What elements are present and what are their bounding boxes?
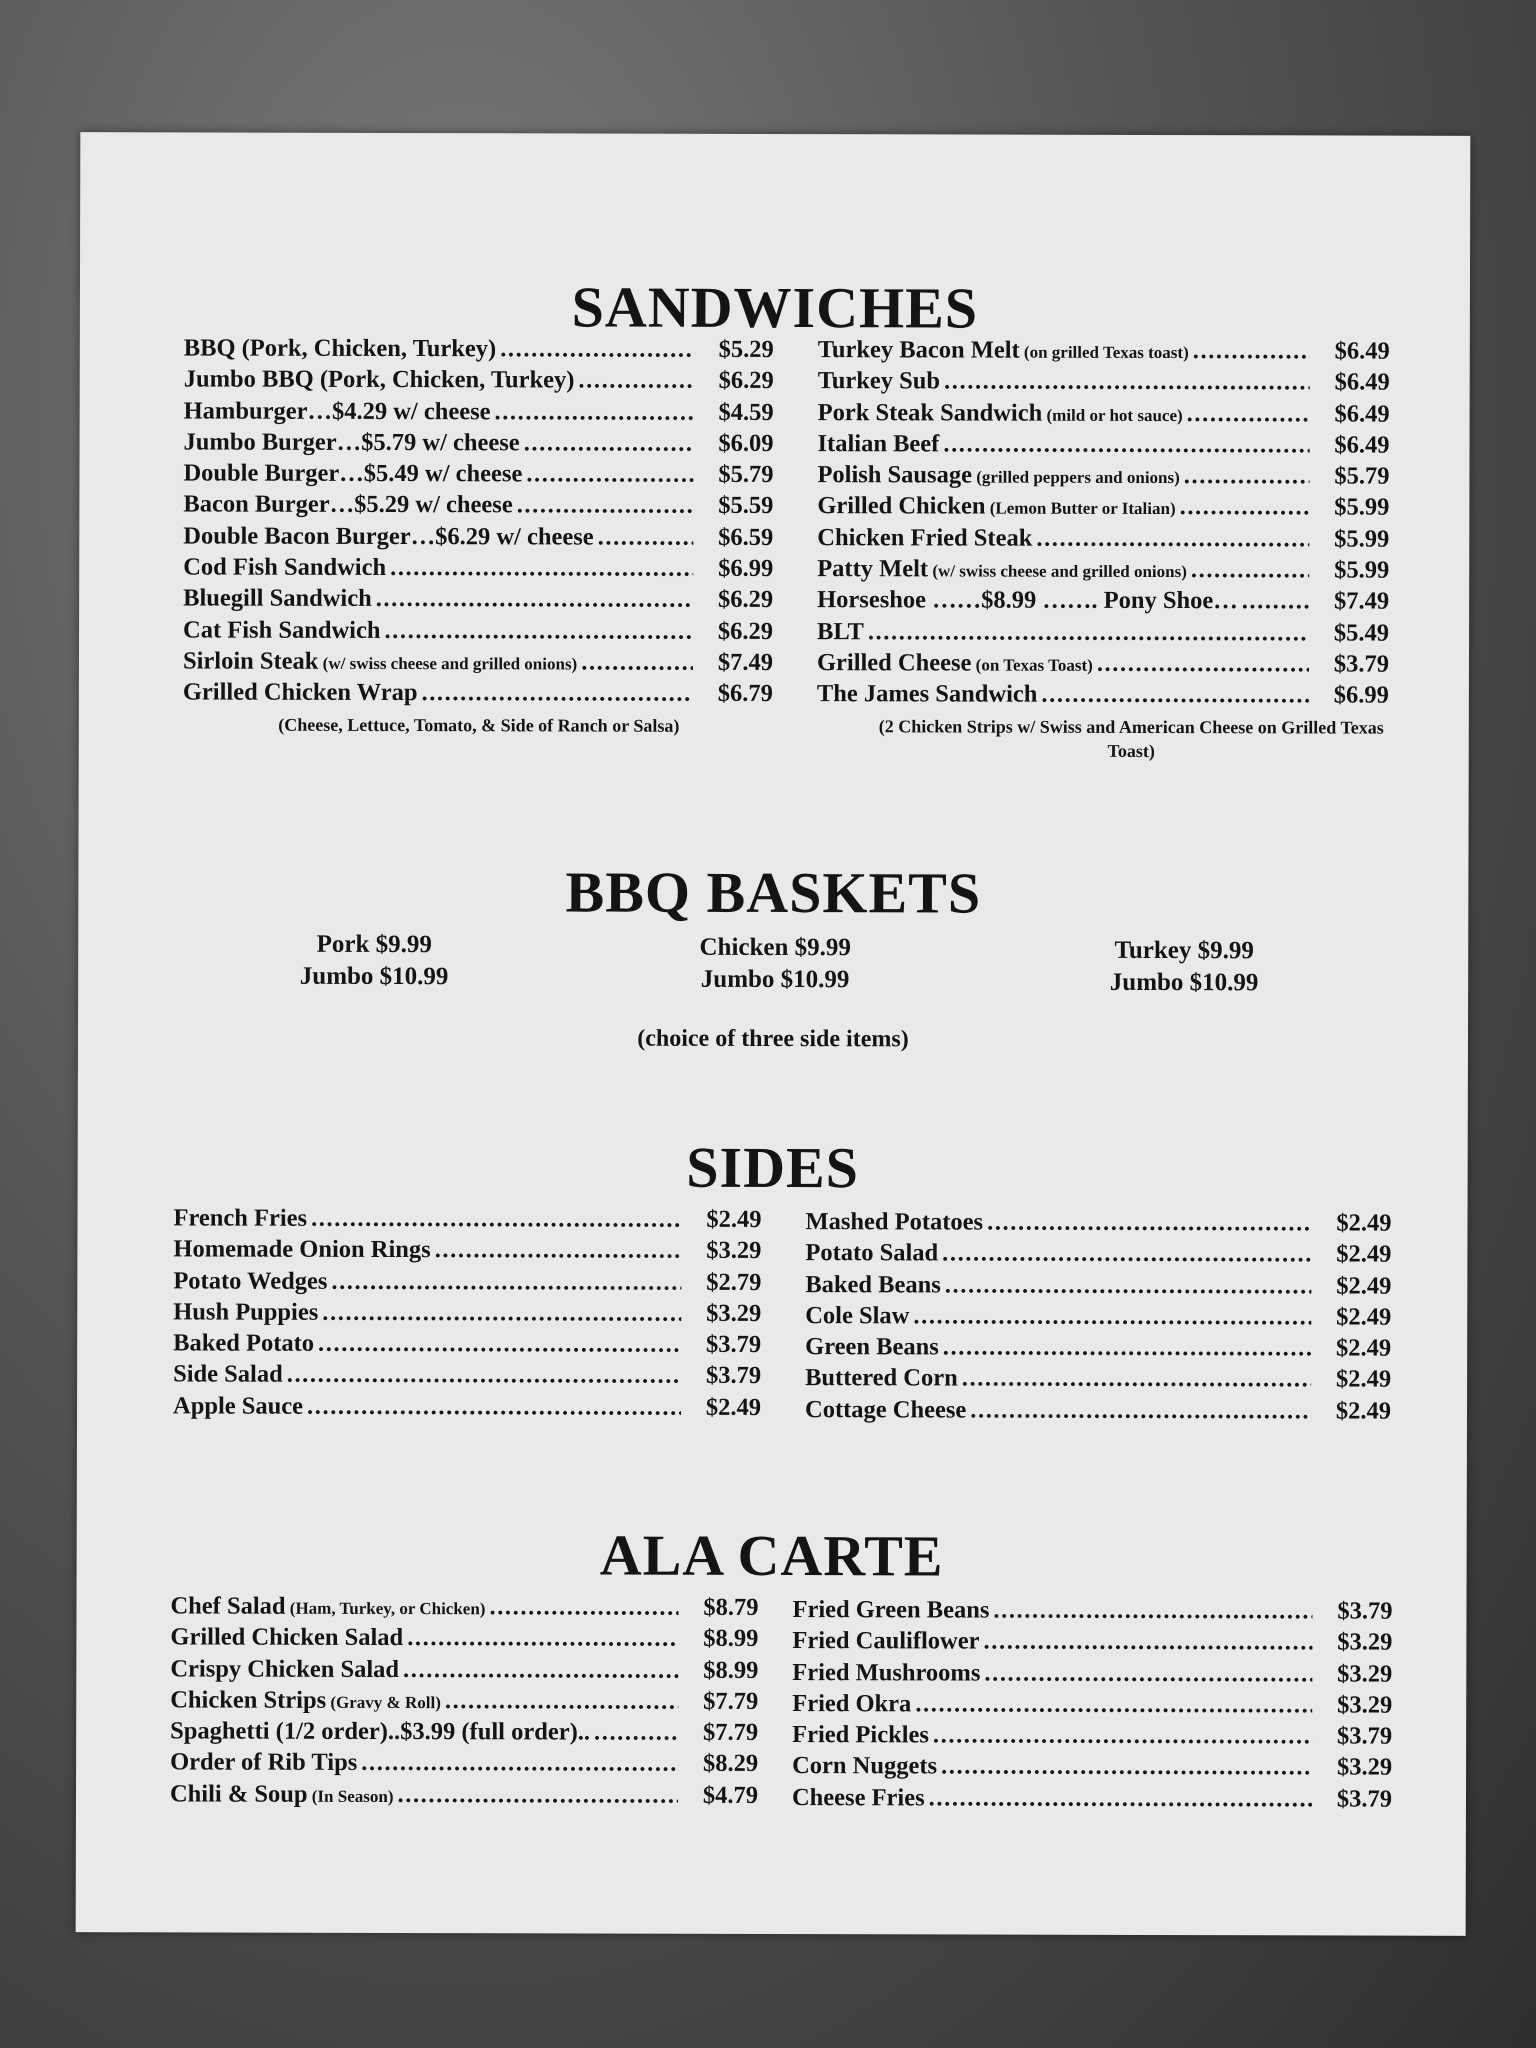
menu-item-price: $8.99 — [703, 1625, 759, 1653]
menu-item-note: (Gravy & Roll) — [330, 1692, 441, 1713]
basket-turkey-jumbo: Jumbo $10.99 — [1109, 968, 1259, 997]
sides-title: SIDES — [686, 1134, 860, 1201]
menu-item-price: $7.79 — [703, 1719, 759, 1747]
menu-item-price: $5.99 — [1334, 556, 1390, 584]
menu-item-row — [817, 459, 1389, 492]
menu-item-price: $2.49 — [1335, 1365, 1392, 1394]
menu-item-price: $3.79 — [1337, 1722, 1393, 1750]
menu-item-price: $6.49 — [1334, 400, 1390, 428]
menu-item-price: $6.99 — [1333, 681, 1389, 709]
menu-item-price: $5.59 — [718, 492, 774, 520]
menu-item-name: Fried Cauliflower — [792, 1627, 980, 1655]
menu-item-name: Chicken Strips — [170, 1686, 327, 1714]
menu-item-name: Italian Beef — [817, 430, 940, 458]
menu-item-row — [173, 1296, 761, 1329]
dot-leader — [1180, 460, 1310, 492]
dot-leader — [283, 1359, 681, 1391]
menu-item-price: $2.49 — [1335, 1397, 1392, 1425]
dot-leader — [1189, 335, 1310, 367]
dot-leader — [938, 1238, 1311, 1270]
menu-item-name: Fried Pickles — [792, 1721, 929, 1749]
menu-item-row — [805, 1237, 1391, 1270]
menu-item-price: $3.29 — [1336, 1753, 1393, 1782]
menu-item-row — [792, 1782, 1392, 1815]
menu-item-price: $6.29 — [717, 586, 774, 614]
menu-item-name: Side Salad — [173, 1360, 283, 1389]
menu-item-name: Grilled Chicken Wrap — [182, 678, 418, 707]
menu-item-name: French Fries — [173, 1204, 308, 1232]
ala-carte-right-column — [792, 1594, 1393, 1815]
menu-item-price: $3.29 — [1337, 1628, 1393, 1656]
menu-item-row — [173, 1359, 761, 1392]
menu-item-note: (on Texas Toast) — [975, 655, 1093, 675]
dot-leader — [979, 1626, 1312, 1658]
menu-item-price: $8.79 — [703, 1593, 759, 1621]
menu-item-price: $6.99 — [718, 554, 774, 583]
menu-item-name: Potato Salad — [805, 1239, 939, 1267]
menu-item-price: $8.99 — [703, 1656, 759, 1684]
dot-leader — [925, 1782, 1312, 1814]
menu-item-note: (mild or hot sauce) — [1046, 405, 1183, 425]
menu-item-name: Polish Sausage — [817, 461, 973, 489]
menu-item-row — [818, 365, 1390, 398]
menu-item-row — [170, 1684, 758, 1717]
menu-item-price: $7.49 — [717, 648, 774, 676]
menu-item-price: $3.29 — [706, 1299, 762, 1327]
dot-leader — [1183, 398, 1310, 430]
menu-item-row — [170, 1653, 758, 1686]
wrap-note: (Cheese, Lettuce, Tomato, & Side of Ranch or Salsa) — [278, 714, 680, 736]
menu-item-name: Bacon Burger…$5.29 w/ cheese — [183, 490, 513, 519]
dot-leader — [327, 1265, 681, 1297]
menu-item-name: Bluegill Sandwich — [183, 584, 372, 613]
menu-item-price: $6.59 — [718, 523, 774, 551]
menu-item-name: Cheese Fries — [791, 1783, 925, 1812]
menu-item-name: Cat Fish Sandwich — [183, 616, 381, 644]
menu-item-name: Baked Potato — [173, 1329, 315, 1357]
basket-pork-price: Pork $9.99 — [316, 930, 432, 959]
menu-item-price: $6.29 — [717, 617, 774, 645]
dot-leader — [958, 1363, 1311, 1395]
baskets-note: (choice of three side items) — [637, 1025, 909, 1053]
menu-item-row — [805, 1206, 1391, 1239]
menu-item-price: $5.49 — [1333, 619, 1390, 647]
menu-item-price: $5.29 — [718, 335, 774, 363]
dot-leader — [393, 1779, 678, 1811]
menu-item-row — [818, 397, 1390, 430]
menu-item-price: $5.99 — [1334, 525, 1390, 553]
sides-right-column — [805, 1206, 1392, 1427]
dot-leader — [513, 490, 694, 522]
dot-leader — [490, 396, 693, 428]
menu-item-price: $3.29 — [1337, 1691, 1393, 1719]
menu-item-name: Order of Rib Tips — [170, 1748, 358, 1777]
menu-item-row — [184, 332, 774, 365]
menu-item-name: Fried Green Beans — [792, 1596, 990, 1624]
dot-leader — [485, 1591, 678, 1623]
menu-item-row — [817, 584, 1389, 617]
menu-item-name: The James Sandwich — [816, 680, 1038, 708]
menu-item-price: $3.79 — [705, 1362, 762, 1390]
ala-carte-title: ALA CARTE — [599, 1522, 944, 1589]
menu-item-price: $6.09 — [718, 429, 774, 457]
menu-item-row — [183, 458, 773, 491]
menu-item-name: Green Beans — [805, 1333, 939, 1361]
dot-leader — [577, 646, 693, 678]
menu-item-row — [792, 1594, 1392, 1627]
dot-leader — [1187, 554, 1309, 586]
dot-leader — [399, 1654, 678, 1686]
menu-item-name: Patty Melt — [817, 555, 929, 583]
menu-item-row — [817, 616, 1389, 649]
basket-pork — [244, 929, 504, 994]
dot-leader — [989, 1595, 1312, 1627]
bbq-baskets-title: BBQ BASKETS — [565, 859, 982, 926]
dot-leader — [940, 366, 1310, 398]
dot-leader — [1037, 679, 1309, 711]
menu-item-name: Double Burger…$5.49 w/ cheese — [183, 459, 523, 488]
menu-item-price: $6.29 — [718, 367, 774, 395]
dot-leader — [1032, 522, 1309, 554]
menu-item-price: $5.79 — [1334, 462, 1390, 490]
menu-item-name: Cottage Cheese — [804, 1395, 967, 1424]
menu-item-price: $6.49 — [1334, 431, 1390, 459]
menu-item-name: Fried Okra — [792, 1689, 912, 1718]
dot-leader — [431, 1234, 682, 1266]
dot-leader — [441, 1685, 678, 1717]
dot-leader — [929, 1720, 1312, 1752]
menu-item-row — [183, 583, 773, 616]
dot-leader — [314, 1328, 681, 1360]
menu-item-note: (w/ swiss cheese and grilled onions) — [322, 653, 578, 674]
dot-leader — [590, 1717, 678, 1749]
menu-item-price: $3.29 — [706, 1237, 762, 1265]
menu-item-name: Spaghetti (1/2 order)..$3.99 (full order).. — [170, 1717, 591, 1746]
menu-item-name: Jumbo Burger…$5.79 w/ cheese — [183, 428, 520, 457]
menu-item-name: Horseshoe ……$8.99 ……. Pony Shoe… — [817, 586, 1238, 615]
dot-leader — [937, 1751, 1312, 1783]
menu-item-row — [183, 489, 773, 522]
menu-item-name: Baked Beans — [805, 1270, 941, 1299]
menu-item-price: $4.59 — [718, 398, 774, 426]
menu-item-row — [805, 1331, 1391, 1364]
menu-item-price: $2.49 — [706, 1205, 762, 1233]
menu-item-name: Fried Mushrooms — [792, 1658, 981, 1687]
menu-item-price: $2.49 — [1336, 1240, 1392, 1268]
menu-item-price: $2.49 — [1336, 1272, 1392, 1300]
menu-item-name: Chili & Soup — [169, 1780, 308, 1808]
menu-item-note: (on grilled Texas toast) — [1023, 342, 1189, 363]
james-sandwich-note: (2 Chicken Strips w/ Swiss and American Cheese on Grilled Texas Toast) — [878, 716, 1384, 761]
sides-left-column — [173, 1202, 762, 1423]
menu-item-name: Pork Steak Sandwich — [817, 398, 1043, 427]
menu-item-row — [170, 1590, 758, 1623]
dot-leader — [1238, 586, 1309, 617]
basket-chicken-jumbo: Jumbo $10.99 — [700, 965, 850, 994]
menu-item-name: Corn Nuggets — [792, 1752, 938, 1780]
dot-leader — [939, 428, 1309, 460]
sandwiches-left-column — [183, 332, 774, 709]
menu-page — [76, 132, 1471, 1936]
menu-item-row — [805, 1269, 1391, 1302]
menu-item-price: $7.49 — [1333, 587, 1390, 615]
dot-leader — [403, 1622, 678, 1654]
dot-leader — [941, 1269, 1312, 1301]
menu-item-row — [805, 1300, 1391, 1333]
menu-item-row — [170, 1747, 758, 1780]
menu-item-row — [170, 1716, 758, 1749]
dot-leader — [372, 583, 694, 615]
dot-leader — [303, 1391, 681, 1423]
menu-item-row — [183, 645, 773, 678]
menu-item-name: Buttered Corn — [805, 1364, 958, 1392]
dot-leader — [496, 333, 694, 365]
menu-item-name: Hush Puppies — [173, 1298, 319, 1326]
menu-item-row — [792, 1719, 1392, 1752]
dot-leader — [318, 1297, 681, 1329]
menu-item-name: BLT — [817, 617, 864, 645]
menu-item-row — [183, 520, 773, 553]
menu-item-row — [792, 1657, 1392, 1690]
menu-item-note: (Ham, Turkey, or Chicken) — [289, 1598, 486, 1619]
menu-item-name: Turkey Bacon Melt — [817, 336, 1020, 364]
dot-leader — [522, 459, 693, 491]
menu-item-price: $2.49 — [1336, 1303, 1392, 1331]
menu-item-name: BBQ (Pork, Chicken, Turkey) — [183, 334, 497, 363]
menu-item-price: $3.79 — [1337, 1597, 1393, 1625]
menu-item-row — [817, 647, 1389, 680]
menu-item-price: $8.29 — [702, 1750, 759, 1778]
menu-item-price: $5.99 — [1334, 493, 1390, 522]
dot-leader — [417, 677, 692, 709]
menu-item-row — [173, 1390, 761, 1423]
menu-item-name: Sirloin Steak — [182, 647, 319, 675]
menu-item-row — [792, 1625, 1392, 1658]
menu-item-note: (w/ swiss cheese and grilled onions) — [932, 561, 1187, 582]
menu-item-row — [173, 1202, 761, 1235]
menu-item-row — [792, 1688, 1392, 1721]
menu-item-row — [170, 1622, 758, 1655]
menu-item-row — [805, 1394, 1391, 1427]
menu-item-note: (Lemon Butter or Italian) — [989, 499, 1176, 519]
dot-leader — [357, 1747, 678, 1779]
menu-item-row — [183, 614, 773, 647]
dot-leader — [980, 1657, 1312, 1689]
menu-item-name: Turkey Sub — [817, 367, 941, 395]
sandwiches-title: SANDWICHES — [571, 274, 979, 341]
menu-item-row — [173, 1234, 761, 1267]
menu-item-row — [818, 428, 1390, 461]
menu-item-row — [183, 677, 773, 710]
menu-item-row — [817, 491, 1389, 524]
dot-leader — [909, 1300, 1311, 1332]
menu-item-name: Hamburger…$4.29 w/ cheese — [183, 397, 491, 425]
menu-item-row — [184, 364, 774, 397]
dot-leader — [983, 1207, 1311, 1239]
menu-item-price: $2.49 — [1336, 1209, 1392, 1237]
menu-item-name: Double Bacon Burger…$6.29 w/ cheese — [183, 522, 594, 551]
menu-item-name: Potato Wedges — [173, 1267, 328, 1295]
menu-item-row — [173, 1265, 761, 1298]
basket-turkey-price: Turkey $9.99 — [1114, 936, 1254, 965]
dot-leader — [520, 427, 694, 459]
menu-item-price: $3.79 — [1333, 650, 1390, 678]
menu-item-name: Grilled Chicken Salad — [170, 1623, 404, 1652]
menu-item-name: Jumbo BBQ (Pork, Chicken, Turkey) — [183, 365, 575, 394]
menu-item-price: $2.79 — [706, 1268, 762, 1296]
menu-item-name: Homemade Onion Rings — [173, 1235, 431, 1264]
menu-item-row — [184, 395, 774, 428]
dot-leader — [594, 521, 694, 553]
menu-item-row — [184, 426, 774, 459]
menu-item-price: $3.79 — [706, 1331, 762, 1359]
menu-item-row — [170, 1778, 758, 1811]
menu-item-name: Cod Fish Sandwich — [183, 553, 387, 582]
basket-pork-jumbo: Jumbo $10.99 — [299, 962, 449, 991]
basket-chicken — [645, 932, 905, 997]
dot-leader — [574, 365, 693, 397]
basket-chicken-price: Chicken $9.99 — [699, 933, 851, 962]
dot-leader — [966, 1394, 1311, 1426]
menu-item-price: $6.79 — [717, 680, 773, 708]
menu-item-name: Cole Slaw — [805, 1301, 910, 1330]
menu-item-row — [792, 1751, 1392, 1784]
menu-item-name: Chicken Fried Steak — [817, 523, 1033, 552]
basket-turkey — [1054, 935, 1314, 1000]
dot-leader — [386, 552, 693, 584]
menu-item-row — [817, 678, 1389, 711]
ala-carte-left-column — [170, 1590, 759, 1811]
menu-item-price: $3.29 — [1337, 1660, 1393, 1688]
menu-item-row — [817, 522, 1389, 555]
menu-item-price: $2.49 — [1336, 1334, 1392, 1362]
menu-item-name: Apple Sauce — [172, 1392, 304, 1420]
menu-item-name: Crispy Chicken Salad — [170, 1655, 400, 1683]
menu-item-price: $6.49 — [1334, 337, 1390, 365]
menu-item-name: Grilled Chicken — [817, 492, 986, 521]
menu-item-row — [817, 553, 1389, 586]
menu-item-price: $6.49 — [1334, 368, 1390, 396]
menu-item-note: (grilled peppers and onions) — [976, 467, 1180, 488]
menu-item-price: $7.79 — [703, 1687, 759, 1715]
dot-leader — [307, 1203, 682, 1235]
dot-leader — [911, 1688, 1312, 1720]
menu-item-row — [805, 1363, 1391, 1396]
menu-item-name: Chef Salad — [170, 1592, 286, 1620]
dot-leader — [864, 616, 1309, 648]
menu-item-row — [183, 552, 773, 585]
menu-item-note: (In Season) — [311, 1786, 394, 1806]
menu-item-row — [818, 334, 1390, 367]
sandwiches-right-column — [817, 334, 1390, 711]
menu-item-price: $3.79 — [1336, 1785, 1393, 1813]
dot-leader — [939, 1332, 1311, 1364]
menu-item-price: $2.49 — [705, 1393, 762, 1421]
dot-leader — [1093, 648, 1309, 680]
menu-item-name: Grilled Cheese — [816, 649, 972, 677]
dot-leader — [380, 615, 693, 647]
menu-item-name: Mashed Potatoes — [805, 1208, 984, 1236]
dot-leader — [1176, 492, 1310, 524]
menu-item-row — [173, 1328, 761, 1361]
menu-item-price: $4.79 — [702, 1781, 759, 1809]
menu-item-price: $5.79 — [718, 461, 774, 489]
